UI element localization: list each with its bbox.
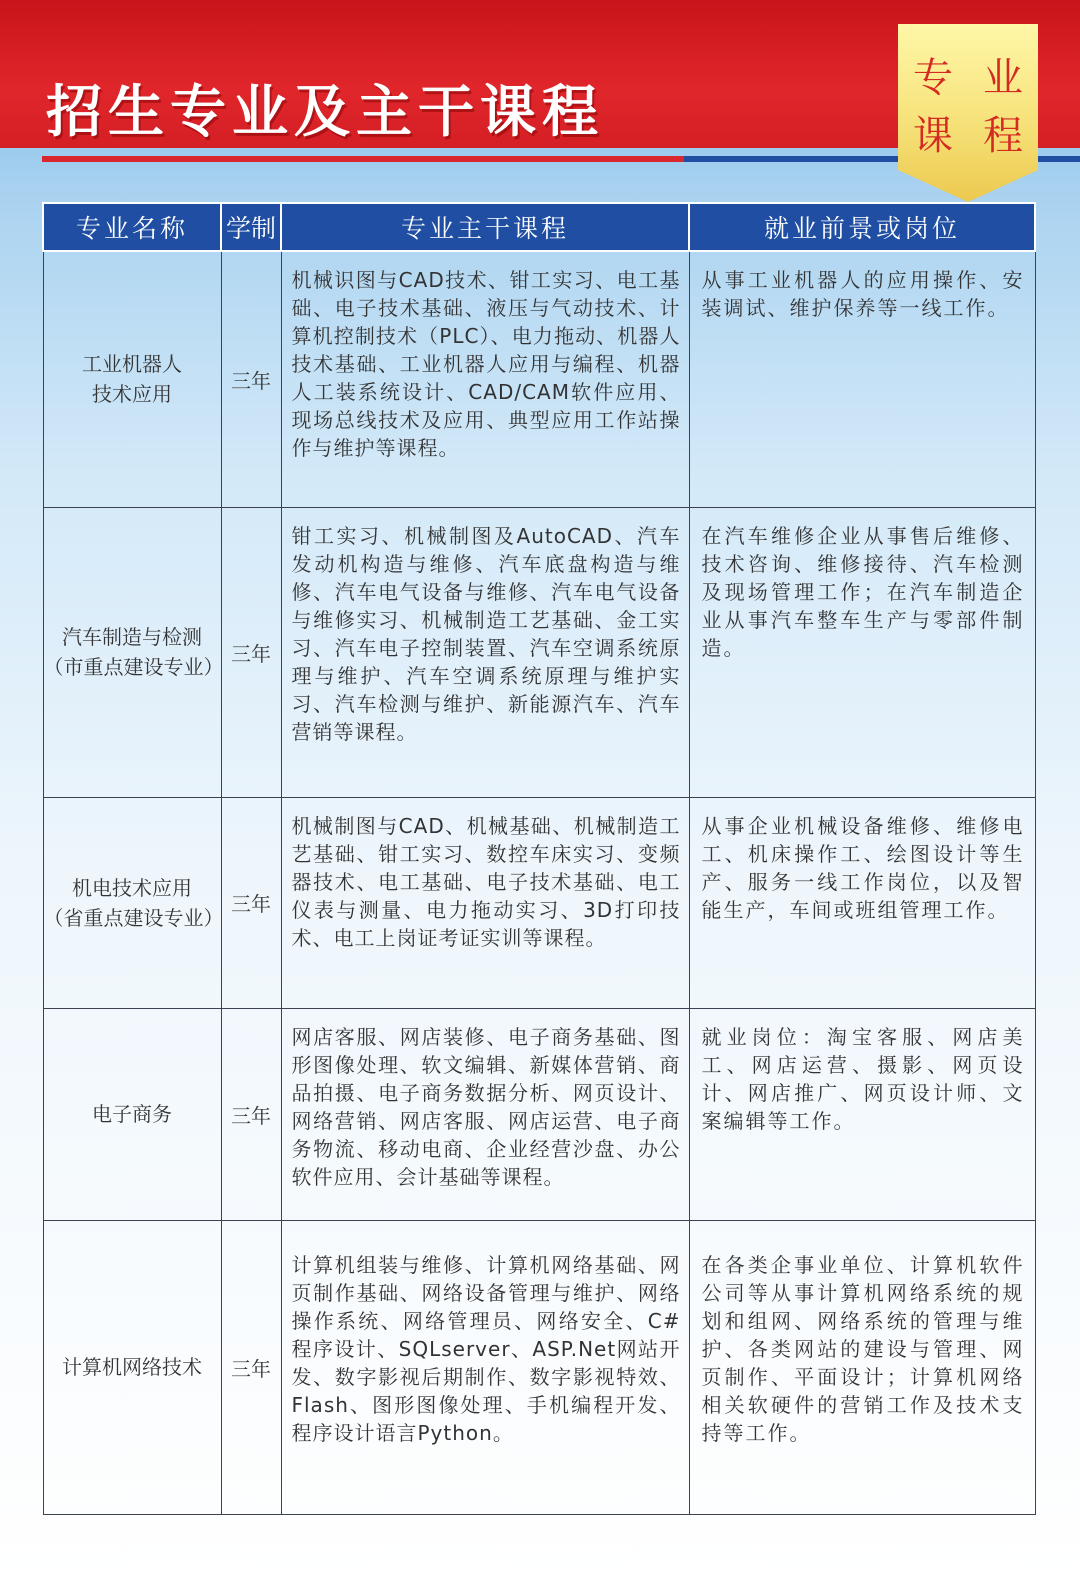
table-row: [43, 507, 1035, 797]
courses-cell: 机械识图与CAD技术、钳工实习、电工基础、电子技术基础、液压与气动技术、计算机控制技术（PLC）、电力拖动、机器人技术基础、工业机器人应用与编程、机器人工装系统设计、CAD/CAM软件应用、现场总线技术及应用、典型应用工作站操作与维护等课程。: [281, 251, 689, 507]
page-title: 招生专业及主干课程: [46, 80, 604, 145]
majors-table: [42, 202, 1036, 1515]
major-name-cell: [43, 797, 224, 1008]
duration-cell: 三年: [221, 797, 281, 1008]
major-name-note: 技术应用: [92, 382, 172, 407]
career-cell: 从事工业机器人的应用操作、安装调试、维护保养等一线工作。: [689, 251, 1035, 507]
table-header-row: [43, 203, 1035, 251]
corner-badge-text: [898, 52, 1038, 162]
courses-cell: 机械制图与CAD、机械基础、机械制造工艺基础、钳工实习、数控车床实习、变频器技术、电工基础、电子技术基础、电工仪表与测量、电力拖动实习、3D打印技术、电工上岗证考证实训等课程。: [281, 797, 689, 1008]
badge-char: 业: [983, 55, 1023, 101]
courses-cell: 钳工实习、机械制图及AutoCAD、汽车发动机构造与维修、汽车底盘构造与维修、汽车电气设备与维修、汽车电气设备与维修实习、机械制造工艺基础、金工实习、汽车电子控制装置、汽车空调系统原理与维护、汽车空调系统原理与维护实习、汽车检测与维护、新能源汽车、汽车营销等课程。: [281, 507, 689, 797]
badge-char: 课: [913, 113, 953, 159]
major-name-note: （市重点建设专业）: [43, 655, 224, 679]
major-name: 计算机网络技术: [62, 1355, 202, 1379]
major-name-cell: [43, 251, 221, 507]
badge-char: 专: [913, 55, 953, 101]
duration-cell: 三年: [221, 507, 281, 797]
major-name: 机电技术应用: [72, 875, 192, 900]
column-header-career: 就业前景或岗位: [689, 203, 1035, 251]
column-header-duration: 学制: [221, 203, 281, 251]
career-cell: 从事企业机械设备维修、维修电工、机床操作工、绘图设计等生产、服务一线工作岗位，以及智能生产，车间或班组管理工作。: [689, 797, 1035, 1008]
major-name-cell: [43, 1008, 221, 1220]
courses-cell: 网店客服、网店装修、电子商务基础、图形图像处理、软文编辑、新媒体营销、商品拍摄、电子商务数据分析、网页设计、网络营销、网店客服、网店运营、电子商务物流、移动电商、企业经营沙盘、办公软件应用、会计基础等课程。: [281, 1008, 689, 1220]
duration-cell: 三年: [221, 1220, 281, 1514]
major-name: 工业机器人: [82, 352, 182, 377]
career-cell: 就业岗位：淘宝客服、网店美工、网店运营、摄影、网页设计、网店推广、网页设计师、文案编辑等工作。: [689, 1008, 1035, 1220]
career-cell: 在汽车维修企业从事售后维修、技术咨询、维修接待、汽车检测及现场管理工作；在汽车制造企业从事汽车整车生产与零部件制造。: [689, 507, 1035, 797]
major-name: 电子商务: [92, 1102, 172, 1126]
title-underline-red: [42, 156, 684, 162]
major-name-note: （省重点建设专业）: [43, 905, 224, 930]
major-name: 汽车制造与检测: [62, 625, 202, 649]
column-header-major-name: 专业名称: [43, 203, 221, 251]
courses-cell: 计算机组装与维修、计算机网络基础、网页制作基础、网络设备管理与维护、网络操作系统、网络管理员、网络安全、C#程序设计、SQLserver、ASP.Net网站开发、数字影视后期制作、数字影视特效、Flash、图形图像处理、手机编程开发、程序设计语言Python。: [281, 1220, 689, 1514]
table-row: [43, 1220, 1035, 1514]
major-name-cell: [43, 507, 224, 797]
table-row: [43, 251, 1035, 507]
column-header-courses: 专业主干课程: [281, 203, 689, 251]
table-row: [43, 1008, 1035, 1220]
duration-cell: 三年: [221, 251, 281, 507]
major-name-cell: [43, 1220, 221, 1514]
badge-char: 程: [983, 113, 1023, 159]
table-row: [43, 797, 1035, 1008]
career-cell: 在各类企事业单位、计算机软件公司等从事计算机网络系统的规划和组网、网络系统的管理与维护、各类网站的建设与管理、网页制作、平面设计；计算机网络相关软硬件的营销工作及技术支持等工作。: [689, 1220, 1035, 1514]
duration-cell: 三年: [221, 1008, 281, 1220]
